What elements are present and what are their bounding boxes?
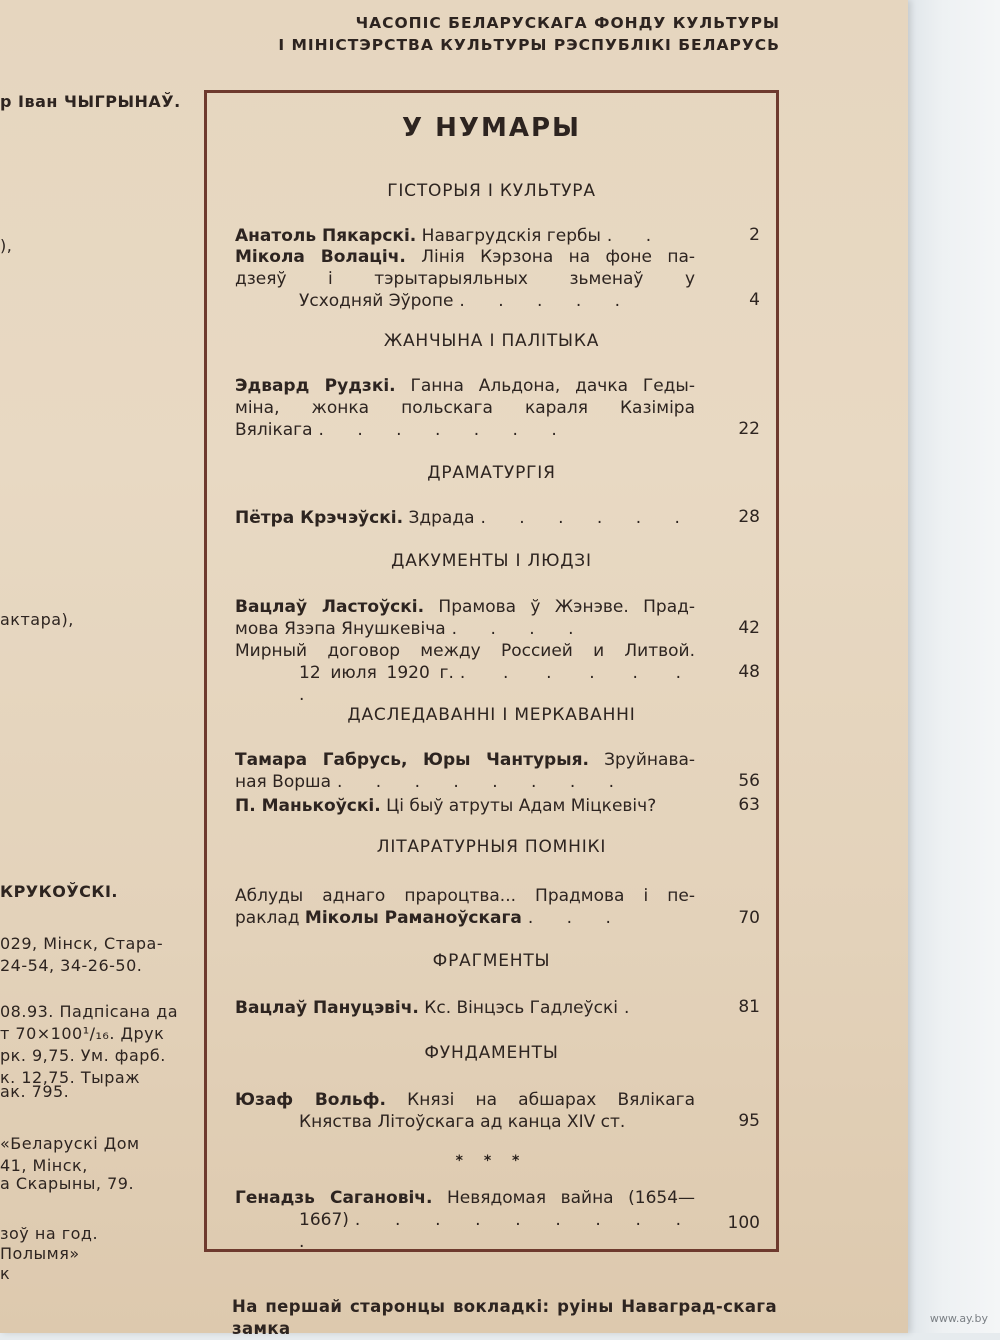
toc-entry: Пётра Крэчэўскі. Здрада . . . . . . — [235, 508, 694, 528]
toc-entry — [235, 795, 695, 817]
entry-author: Пётра Крэчэўскі. — [235, 508, 404, 528]
page-number: 81 — [738, 997, 760, 1017]
section-heading: ФУНДАМЕНТЫ — [424, 1043, 559, 1063]
entry-title: Лінія Кэрзона на фоне па- — [421, 247, 695, 267]
toc-entry: Мирный договор между Россией и Литвой. 12 июля 1920 г. . . . . . . . — [235, 641, 695, 705]
journal-header — [250, 12, 780, 56]
credit-line: «Беларускі Дом — [0, 1134, 140, 1153]
section-heading: ФРАГМЕНТЫ — [432, 951, 551, 971]
page-number: 28 — [738, 507, 760, 527]
section-heading: ЖАНЧЫНА І ПАЛІТЫКА — [383, 331, 600, 351]
entry-title: Ці быў атруты Адам Міцкевіч? — [386, 796, 657, 816]
entry-author: Мікола Волаціч. — [235, 247, 406, 267]
background-surface — [905, 0, 1000, 1333]
entry-author: Эдвард Рудзкі. — [235, 376, 396, 396]
entry-author: Юзаф Вольф. — [235, 1090, 387, 1110]
entry-title-line: Усходняй Эўропе — [299, 291, 454, 311]
credit-line: Полымя» — [0, 1244, 80, 1263]
entry-author: Тамара Габрусь, Юры Чантурыя. — [235, 750, 589, 770]
page-number: 22 — [738, 419, 760, 439]
separator-stars: * * * — [455, 1153, 528, 1169]
table-of-contents — [204, 90, 779, 1252]
entry-author: Вацлаў Ластоўскі. — [235, 597, 425, 617]
entry-title: Ганна Альдона, дачка Геды- — [410, 376, 695, 396]
entry-title-line: ная Ворша — [235, 772, 331, 792]
toc-entry: Мікола Волаціч. Лінія Кэрзона на фоне па- дзеяў і тэрытарыяльных зьменаў у Усходняй Эўропе . . . . . — [235, 247, 695, 311]
left-credits-column — [0, 0, 220, 1333]
page-number: 95 — [738, 1111, 760, 1131]
entry-title-line: Вялікага — [235, 420, 313, 440]
page-number: 4 — [749, 290, 760, 310]
credit-line: т 70×100¹/₁₆. Друк — [0, 1024, 165, 1043]
entry-title-line: раклад — [235, 908, 300, 928]
credit-line: 08.93. Падпісана да — [0, 1002, 179, 1021]
page-number: 100 — [727, 1213, 760, 1233]
entry-title: Невядомая вайна (1654— — [446, 1188, 696, 1208]
section-heading: ДАКУМЕНТЫ І ЛЮДЗІ — [391, 551, 592, 571]
entry-title: Кс. Вінцэсь Гадлеўскі — [424, 998, 618, 1018]
page-number: 63 — [738, 795, 760, 815]
credit-line: к — [0, 1264, 11, 1283]
credit-line: ак. 795. — [0, 1082, 70, 1101]
credit-line: актара), — [0, 610, 74, 629]
toc-title: У НУМАРЫ — [402, 113, 581, 143]
toc-entry: Анатоль Пякарскі. Навагрудскія гербы . . — [235, 226, 666, 246]
toc-entry — [235, 1089, 695, 1133]
toc-entry: Аблуды аднаго прароцтва... Прадмова і пе- раклад Міколы Раманоўскага . . . — [235, 886, 695, 928]
toc-entry: Тамара Габрусь, Юры Чантурыя. Зруйнава- ная Ворша . . . . . . . . — [235, 750, 696, 792]
entry-title: Навагрудскія гербы — [421, 226, 601, 246]
section-heading: ДРАМАТУРГІЯ — [427, 463, 556, 483]
credit-line: ), — [0, 236, 13, 255]
credit-line: рк. 9,75. Ум. фарб. — [0, 1046, 166, 1065]
journal-header-line-1: ЧАСОПІС БЕЛАРУСКАГА ФОНДУ КУЛЬТУРЫ — [355, 14, 780, 32]
credit-line: 41, Мінск, — [0, 1156, 88, 1175]
page-number: 48 — [738, 662, 760, 682]
entry-title: Князі на абшарах Вялікага — [407, 1090, 695, 1110]
entry-title-line: Мирный договор между Россией и Литвой. — [235, 641, 695, 661]
credit-line: а Скарыны, 79. — [0, 1174, 135, 1193]
page-number: 70 — [738, 908, 760, 928]
entry-title: Здрада — [408, 508, 475, 528]
credit-line: 24-54, 34-26-50. — [0, 956, 143, 975]
entry-title-line: 12 июля 1920 г. — [299, 663, 454, 683]
page-number: 42 — [738, 618, 760, 638]
entry-author: Вацлаў Пануцэвіч. — [235, 998, 419, 1018]
entry-author: Генадзь Сагановіч. — [235, 1188, 433, 1208]
entry-title: Зруйнава- — [604, 750, 696, 770]
page-number: 2 — [749, 225, 760, 245]
entry-title-line: мова Язэпа Янушкевіча — [235, 619, 446, 639]
entry-title-line: Аблуды аднаго прароцтва... Прадмова і пе- — [235, 886, 695, 906]
section-heading: ЛІТАРАТУРНЫЯ ПОМНІКІ — [376, 837, 607, 857]
entry-author: Анатоль Пякарскі. — [235, 226, 417, 246]
entry-title-line: міна, жонка польскага караля Казіміра — [235, 398, 695, 418]
journal-header-line-2: І МІНІСТЭРСТВА КУЛЬТУРЫ РЭСПУБЛІКІ БЕЛАРУСЬ — [278, 36, 780, 54]
entry-title-line: 1667) — [299, 1210, 349, 1230]
entry-author: П. Манькоўскі. — [235, 796, 381, 816]
toc-entry: Вацлаў Пануцэвіч. Кс. Вінцэсь Гадлеўскі . — [235, 998, 644, 1018]
page-number: 56 — [738, 771, 760, 791]
credit-line: р Іван ЧЫГРЫНАЎ. — [0, 92, 181, 111]
credit-line: зоў на год. — [0, 1224, 99, 1243]
entry-title-line: дзеяў і тэрытарыяльных зьменаў у — [235, 269, 695, 289]
entry-translator: Міколы Раманоўскага — [304, 908, 522, 928]
credit-line: КРУКОЎСКІ. — [0, 882, 119, 901]
section-heading: ДАСЛЕДАВАННІ І МЕРКАВАННІ — [347, 705, 636, 725]
toc-entry: Эдвард Рудзкі. Ганна Альдона, дачка Геды- міна, жонка польскага караля Казіміра Вялікага . . . . . . . — [235, 376, 695, 440]
credit-line: 029, Мінск, Стара- — [0, 934, 164, 953]
entry-title: Прамова ў Жэнэве. Прад- — [438, 597, 695, 617]
toc-entry: Генадзь Сагановіч. Невядомая вайна (1654— 1667) . . . . . . . . . . — [235, 1188, 696, 1252]
cover-caption: На першай старонцы вокладкі: руіны Наваград-скага замка — [232, 1297, 777, 1338]
toc-entry: Вацлаў Ластоўскі. Прамова ў Жэнэве. Прад- мова Язэпа Янушкевіча . . . . — [235, 597, 695, 639]
watermark: www.ay.by — [929, 1312, 988, 1325]
entry-title-line: Княства Літоўскага ад канца XIV ст. — [299, 1112, 626, 1132]
credit-line: к. 12,75. Тыраж — [0, 1068, 141, 1087]
section-heading: ГІСТОРЫЯ І КУЛЬТУРА — [387, 181, 596, 201]
